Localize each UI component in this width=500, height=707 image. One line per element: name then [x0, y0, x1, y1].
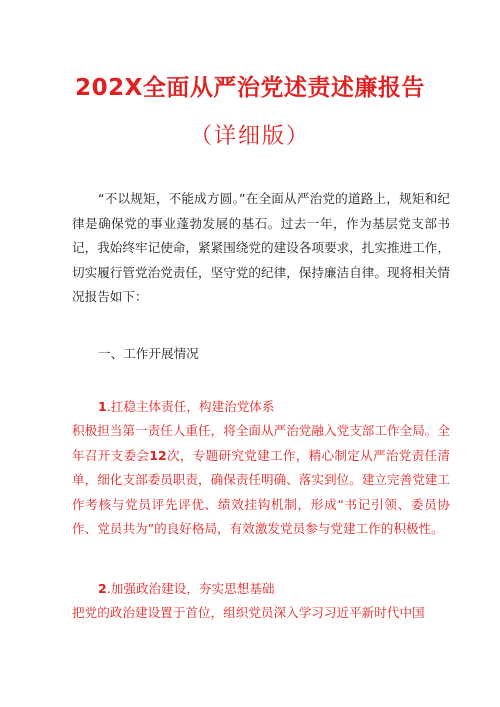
paragraph-1-part-a: 积极担当第一责任人重任，将全面从严治党融入党支部工作全局。全年召开支委会: [72, 423, 450, 463]
subheading-1-number: 1: [98, 399, 107, 414]
paragraph-1-count: 12: [149, 447, 167, 463]
section-heading-work: 一、工作开展情况: [98, 346, 199, 361]
subheading-2: [98, 578, 275, 600]
subheading-1-title: .扛稳主体责任，构建治党体系: [106, 399, 275, 414]
intro-paragraph: “不以规矩，不能成方圆。”在全面从严治党的道路上，规矩和纪律是确保党的事业蓬勃发展的基石。过去一年，作为基层党支部书记，我始终牢记使命，紧紧围绕党的建设各项要求，扎实推进工作，切实履行管党治党责任，坚守党的纪律，保持廉洁自律。现将相关情况报告如下：: [72, 191, 450, 305]
subheading-2-number: 2: [98, 581, 107, 596]
report-title: 202X全面从严治党述责述廉报告: [75, 75, 425, 101]
paragraph-1: [72, 419, 450, 542]
paragraph-2: 把党的政治建设置于首位，组织党员深入学习习近平新时代中国: [72, 605, 425, 620]
report-subtitle: （详细版）: [189, 124, 310, 149]
subheading-2-title: .加强政治建设，夯实思想基础: [106, 581, 275, 596]
paragraph-1-part-b: 次，专题研究党建工作，精心制定从严治党责任清单，细化支部委员职责，确保责任明确、落实到位。建立完善党建工作考核与党员评先评优、绩效挂钩机制，形成“书记引领、委员协作、党员共为”的良好格局，有效激发党员参与党建工作的积极性。: [72, 447, 451, 536]
subheading-1: [98, 396, 275, 418]
